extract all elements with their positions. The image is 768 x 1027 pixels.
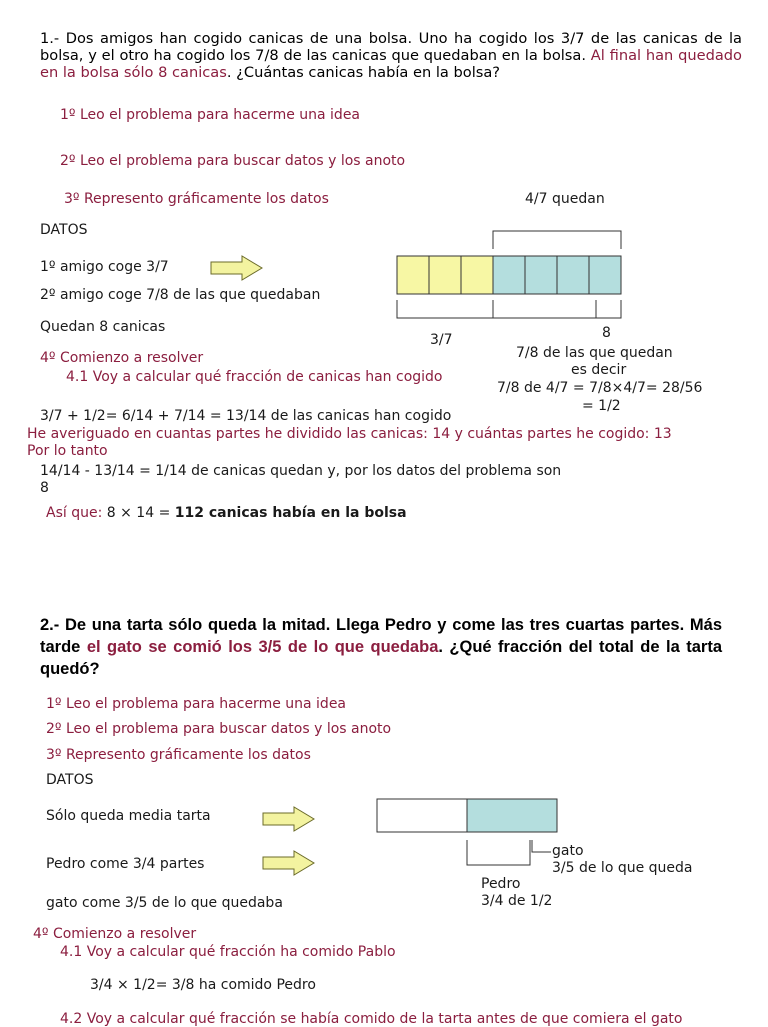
p1-bar-segment [429,256,461,294]
p1-answer: Así que: 8 × 14 = 112 canicas había en la bolsa [46,505,407,521]
p2-bar-eaten [377,799,467,832]
p1-averiguado: He averiguado en cuantas partes he dividido las canicas: 14 y cuántas partes he cogido: 13 [27,426,672,442]
p1-step3: 3º Represento gráficamente los datos [64,191,329,207]
p1-step1: 1º Leo el problema para hacerme una idea [60,107,361,123]
p1-dato2: 2º amigo coge 7/8 de las que quedaban [40,287,321,303]
p2-label-gato: gato [552,843,584,859]
problem2-statement: 2.- De una tarta sólo queda la mitad. Llega Pedro y come las tres cuartas partes. Más tarde el gato se comió los 3/5 de lo que quedaba. ¿Qué fracción del total de la tarta quedó? [40,616,722,678]
p2-fraction-bar [377,799,557,832]
p2-step42: 4.2 Voy a calcular qué fracción se había comido de la tarta antes de que comiera el gato [60,1011,683,1027]
p2-label-gato-fraction: 3/5 de lo que queda [552,860,693,876]
p2-bar-remaining [467,799,557,832]
p2-step3: 3º Represento gráficamente los datos [46,747,311,763]
p1-bar-segment [557,256,589,294]
p1-label-37: 3/7 [430,332,453,348]
p2-arrow-icon [263,851,314,875]
p1-label-esdecir: es decir [571,362,627,378]
p1-bar-segment [461,256,493,294]
p1-equation2-value: 8 [40,480,49,496]
p2-arrow-icon [263,807,314,831]
p1-bar-segment [525,256,557,294]
p2-step41: 4.1 Voy a calcular qué fracción ha comido Pablo [60,944,396,960]
p2-dato2: Pedro come 3/4 partes [46,856,205,872]
p1-label-8: 8 [602,325,611,341]
p2-dato1: Sólo queda media tarta [46,808,211,824]
p1-label-quedan: 4/7 quedan [525,191,605,207]
p1-bar-segment [397,256,429,294]
p2-dato3: gato come 3/5 de lo que quedaba [46,895,283,911]
p1-fraction-bar [397,256,621,294]
p1-bar-segment [493,256,525,294]
p1-portanto: Por lo tanto [27,443,108,459]
p1-dato1: 1º amigo coge 3/7 [40,259,169,275]
p2-equation1: 3/4 × 1/2= 3/8 ha comido Pedro [90,977,316,993]
p1-step2: 2º Leo el problema para buscar datos y los anoto [60,153,406,169]
p2-step2: 2º Leo el problema para buscar datos y los anoto [46,721,392,737]
p1-equation1: 3/7 + 1/2= 6/14 + 7/14 = 13/14 de las canicas han cogido [40,408,452,424]
p1-label-half: = 1/2 [582,398,621,414]
p1-bar-segment [589,256,621,294]
p1-label-78: 7/8 de las que quedan [516,345,673,361]
p2-datos-heading: DATOS [46,772,94,788]
p1-label-calc: 7/8 de 4/7 = 7/8×4/7= 28/56 [497,380,703,396]
p1-datos-heading: DATOS [40,222,88,238]
p1-arrow-icon [211,256,262,280]
p2-step4: 4º Comienzo a resolver [33,926,197,942]
p2-label-pedro: Pedro [481,876,521,892]
p1-bracket-quedan [493,231,621,249]
p1-dato3: Quedan 8 canicas [40,319,166,335]
p1-step4: 4º Comienzo a resolver [40,350,204,366]
p2-bracket-gato [532,840,551,852]
p2-bracket-pedro [467,840,530,865]
p1-step41: 4.1 Voy a calcular qué fracción de canicas han cogido [66,369,443,385]
p2-step1: 1º Leo el problema para hacerme una idea [46,696,347,712]
problem1-statement: 1.- Dos amigos han cogido canicas de una bolsa. Uno ha cogido los 3/7 de las canicas de la bolsa, y el otro ha cogido los 7/8 de las canicas que quedaban en la bolsa. Al final han quedado en la bolsa sólo 8 canicas. ¿Cuántas canicas había en la bolsa? [40,30,742,81]
p1-equation2: 14/14 - 13/14 = 1/14 de canicas quedan y, por los datos del problema son [40,463,562,479]
p2-label-pedro-fraction: 3/4 de 1/2 [481,893,553,909]
p1-bracket-bottom [397,300,621,318]
